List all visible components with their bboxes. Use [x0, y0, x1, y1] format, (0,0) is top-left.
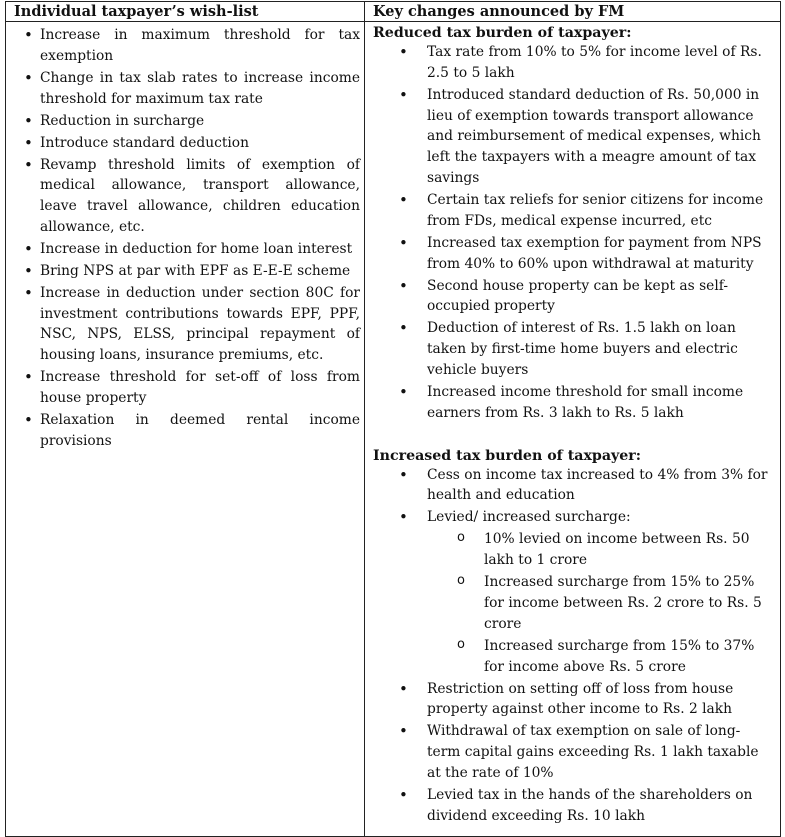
sub-list-item: o Increased surcharge from 15% to 37% for income above Rs. 5 crore [369, 636, 772, 678]
list-item: • Introduce standard deduction [10, 133, 360, 154]
reduced-burden-heading: Reduced tax burden of taxpayer: [373, 25, 632, 41]
reduced-burden-list [369, 42, 772, 423]
wishlist-list [10, 25, 360, 452]
list-item: • Bring NPS at par with EPF as E-E-E scheme [10, 261, 360, 282]
header-row [6, 2, 781, 22]
list-item: • Increased income threshold for small income earners from Rs. 3 lakh to Rs. 5 lakh [369, 382, 772, 424]
surcharge-label: Levied/ increased surcharge: [427, 509, 631, 526]
list-item: • Deduction of interest of Rs. 1.5 lakh on loan taken by first-time home buyers and electric vehicle buyers [369, 318, 772, 380]
list-item: • Revamp threshold limits of exemption of medical allowance, transport allowance, leave travel allowance, children education allowance, etc. [10, 155, 360, 238]
list-item: • Levied tax in the hands of the shareholders on dividend exceeding Rs. 10 lakh [369, 785, 772, 827]
wishlist-cell [6, 22, 365, 837]
list-item: • Cess on income tax increased to 4% from 3% for health and education [369, 465, 772, 507]
list-item: • Increased tax exemption for payment from NPS from 40% to 60% upon withdrawal at maturity [369, 233, 772, 275]
list-item: • Change in tax slab rates to increase income threshold for maximum tax rate [10, 68, 360, 110]
list-item: • Reduction in surcharge [10, 111, 360, 132]
wishlist-header: Individual taxpayer’s wish-list [6, 2, 365, 22]
changes-header: Key changes announced by FM [365, 2, 781, 22]
list-item: • Second house property can be kept as self-occupied property [369, 276, 772, 318]
list-item: • Increase threshold for set-off of loss from house property [10, 367, 360, 409]
increased-burden-heading: Increased tax burden of taxpayer: [373, 447, 642, 464]
list-item: • Certain tax reliefs for senior citizens for income from FDs, medical expense incurred, etc [369, 190, 772, 232]
list-item: • Restriction on setting off of loss from house property against other income to Rs. 2 lakh [369, 679, 772, 721]
list-item: • Increase in deduction for home loan interest [10, 239, 360, 260]
increased-burden-list [369, 465, 772, 529]
increased-burden-list-continued [369, 679, 772, 827]
comparison-table [5, 1, 781, 837]
content-row [6, 22, 781, 837]
list-item: • Increase in maximum threshold for tax exemption [10, 25, 360, 67]
list-item: • Increase in deduction under section 80C for investment contributions towards EPF, PPF, NSC, NPS, ELSS, principal repayment of housing loans, insurance premiums, etc. [10, 283, 360, 366]
surcharge-sublist [369, 529, 772, 677]
list-item: • Relaxation in deemed rental income provisions [10, 410, 360, 452]
sub-list-item: o Increased surcharge from 15% to 25% for income between Rs. 2 crore to Rs. 5 crore [369, 572, 772, 634]
list-item: • Tax rate from 10% to 5% for income level of Rs. 2.5 to 5 lakh [369, 42, 772, 84]
changes-cell [365, 22, 781, 837]
sub-list-item: o 10% levied on income between Rs. 50 lakh to 1 crore [369, 529, 772, 571]
list-item: • Withdrawal of tax exemption on sale of long-term capital gains exceeding Rs. 1 lakh taxable at the rate of 10% [369, 721, 772, 783]
list-item: • Introduced standard deduction of Rs. 50,000 in lieu of exemption towards transport allowance and reimbursement of medical expenses, which left the taxpayers with a meagre amount of tax savings [369, 85, 772, 189]
section-spacer [369, 425, 772, 447]
list-item [369, 507, 772, 528]
